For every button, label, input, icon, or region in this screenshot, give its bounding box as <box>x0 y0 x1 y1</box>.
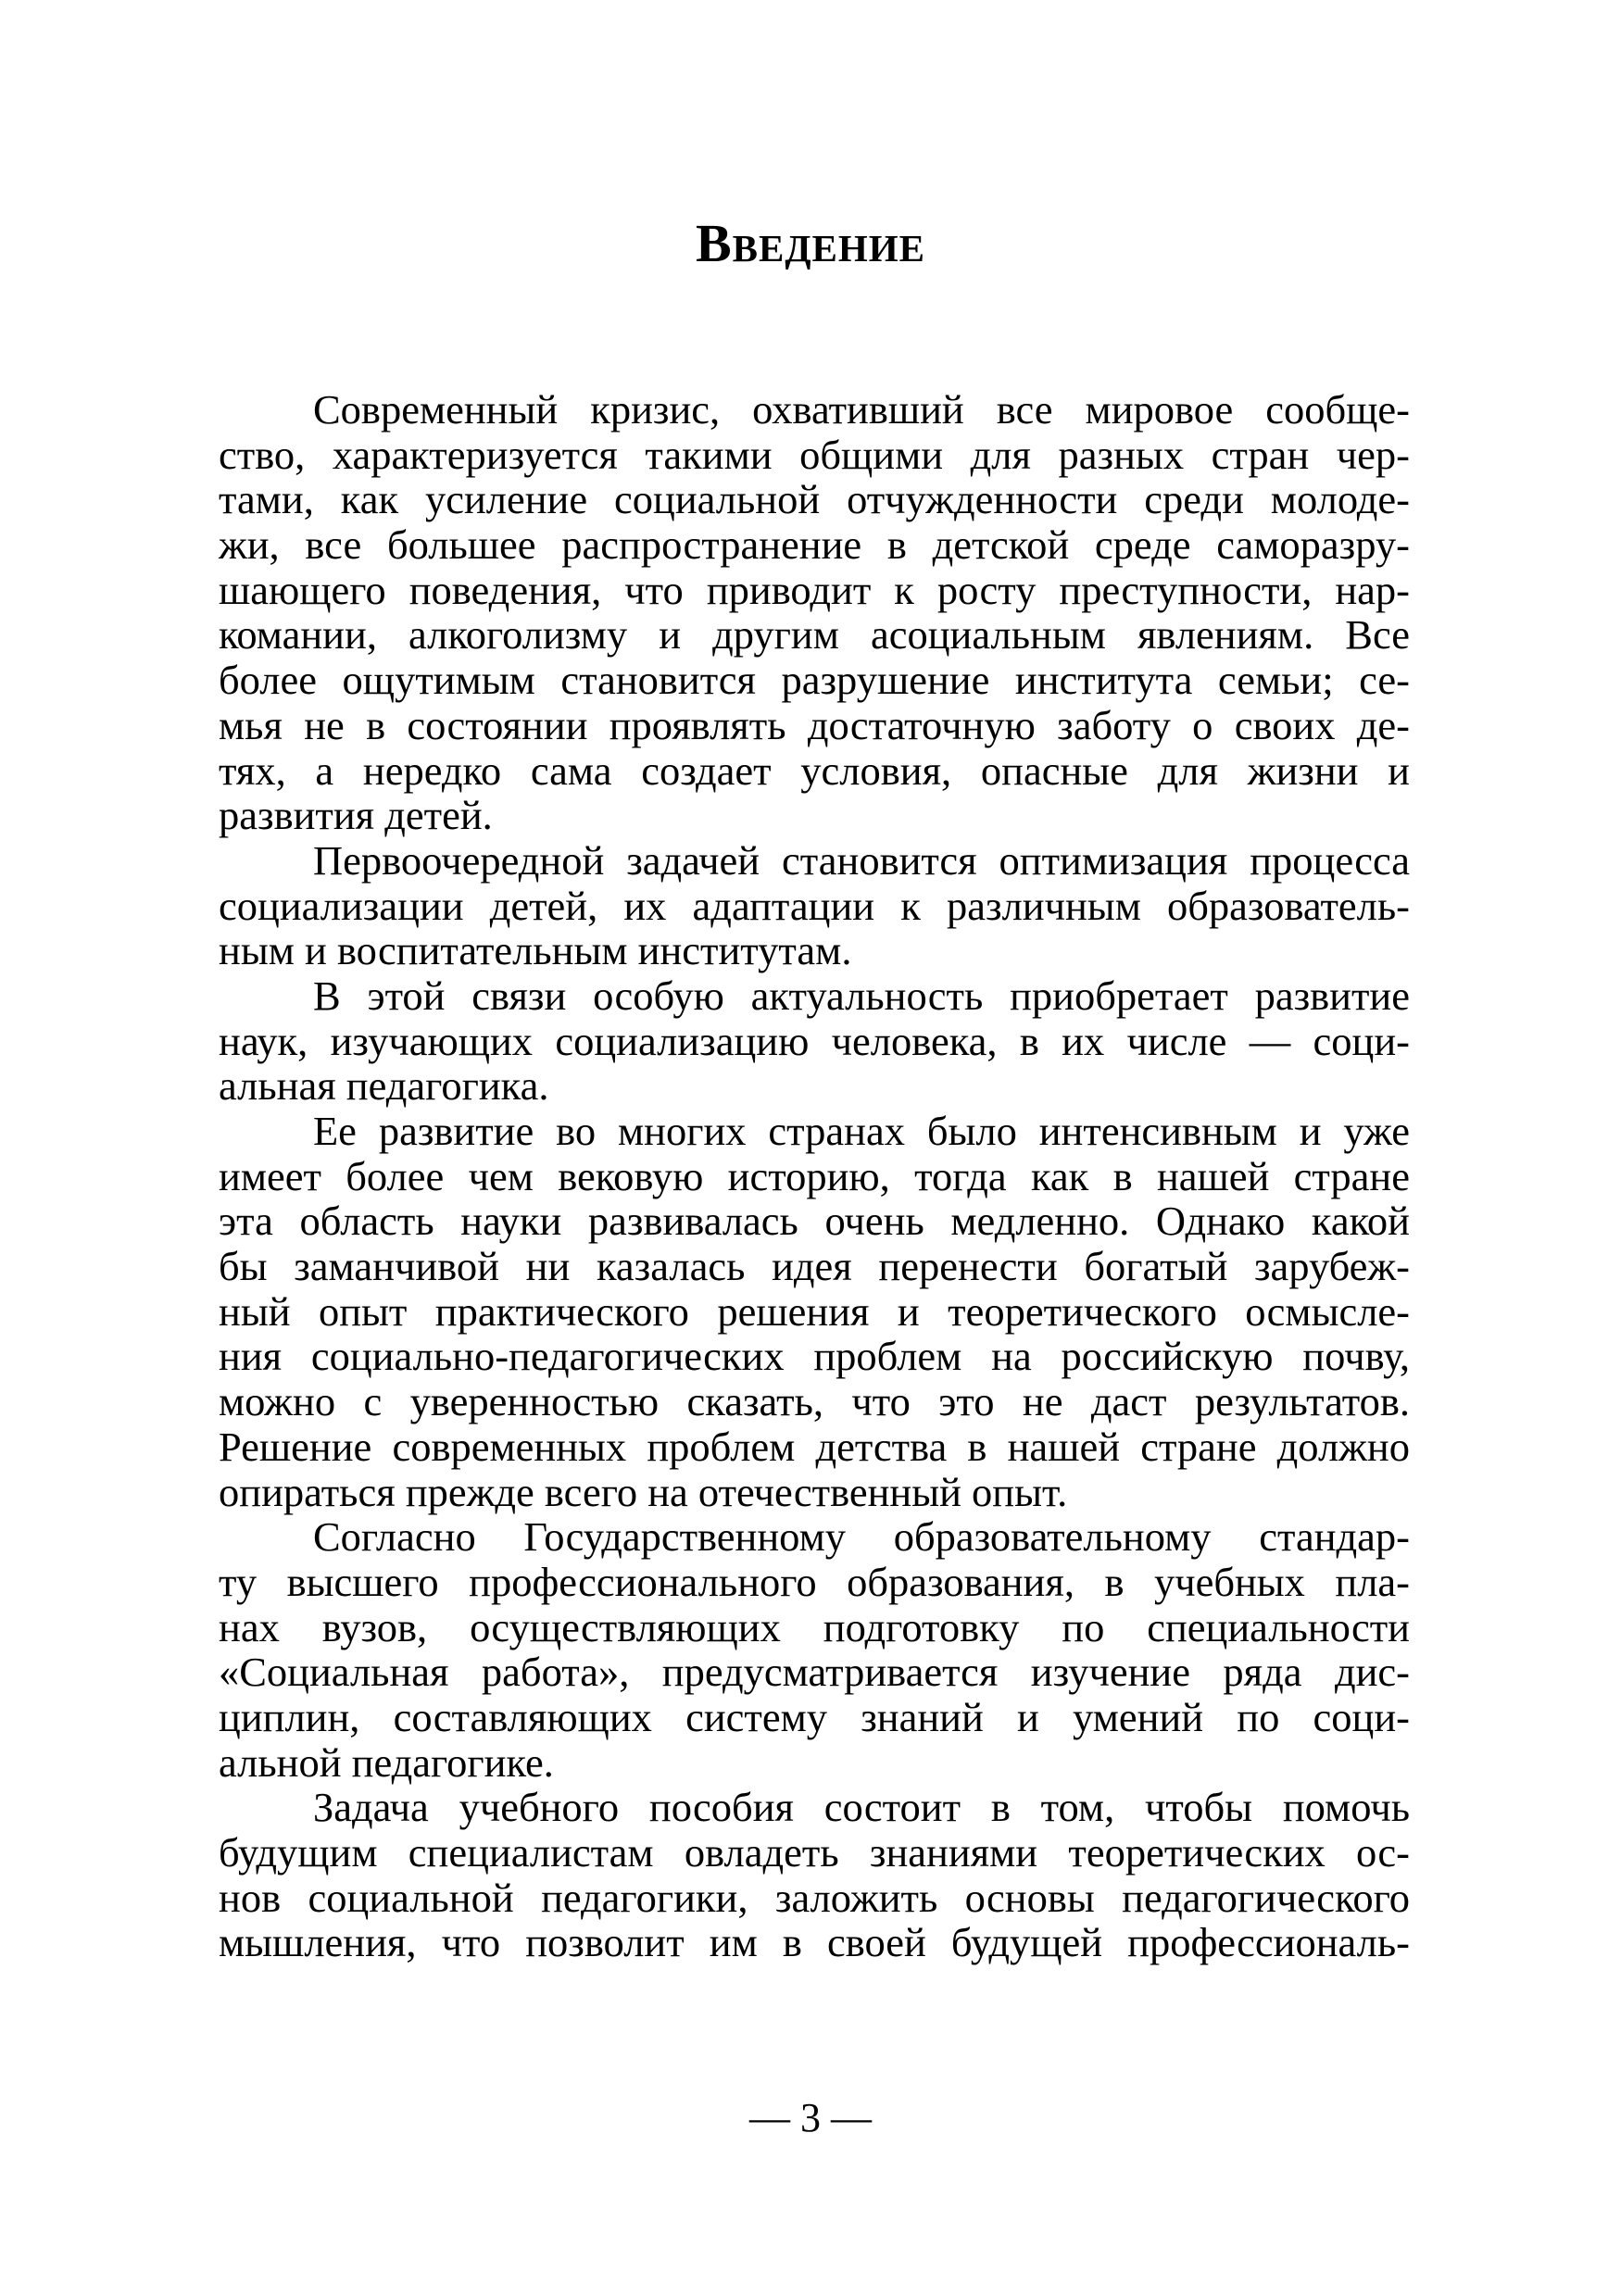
paragraph-1-line: Современный кризис, охвативший все мировое сообще- <box>313 386 1410 433</box>
paragraph-1-line: шающего поведения, что приводит к росту преступности, нар- <box>219 566 1410 613</box>
paragraph-6-line: нов социальной педагогики, заложить основы педагогического <box>219 1874 1410 1921</box>
paragraph-4-line: ный опыт практического решения и теоретического осмысле- <box>219 1287 1410 1335</box>
paragraph-4-line: опираться прежде всего на отечественный опыт. <box>219 1468 1068 1515</box>
paragraph-5-line: циплин, составляющих систему знаний и умений по соци- <box>219 1693 1410 1740</box>
paragraph-6-line: мышления, что позволит им в своей будущей профессиональ- <box>219 1919 1410 1966</box>
paragraph-4-line: ния социально-педагогических проблем на российскую почву, <box>219 1333 1410 1380</box>
paragraph-1-line: развития детей. <box>219 792 493 839</box>
paragraph-4-line: Ее развитие во многих странах было интенсивным и уже <box>313 1108 1410 1154</box>
paragraph-1-line: тях, а нередко сама создает условия, опасные для жизни и <box>219 747 1410 794</box>
page-number: — 3 — <box>749 2095 872 2140</box>
paragraph-2-line: ным и воспитательным институтам. <box>219 927 852 974</box>
paragraph-1-line: более ощутимым становится разрушение института семьи; се- <box>219 657 1410 704</box>
paragraph-5-line: альной педагогике. <box>219 1738 554 1786</box>
paragraph-1-line: тами, как усиление социальной отчужденности среди молоде- <box>219 476 1410 523</box>
paragraph-2-line: социализации детей, их адаптации к различным образователь- <box>219 882 1410 929</box>
paragraph-3-line: В этой связи особую актуальность приобретает развитие <box>313 972 1410 1019</box>
paragraph-6-line: будущим специалистам овладеть знаниями теоретических ос- <box>219 1829 1410 1876</box>
paragraph-4-line: можно с уверенностью сказать, что это не даст результатов. <box>219 1378 1410 1425</box>
chapter-title: Введение <box>695 213 926 273</box>
paragraph-3-line: наук, изучающих социализацию человека, в их числе — соци- <box>219 1017 1410 1064</box>
paragraph-5-line: «Социальная работа», предусматривается изучение ряда дис- <box>219 1649 1410 1696</box>
paragraph-2-line: Первоочередной задачей становится оптимизация процесса <box>313 836 1410 884</box>
paragraph-5-line: Согласно Государственному образовательному стандар- <box>313 1513 1410 1561</box>
paragraph-5-line: нах вузов, осуществляющих подготовку по специальности <box>219 1603 1410 1650</box>
paragraph-5-line: ту высшего профессионального образования, в учебных пла- <box>219 1558 1410 1605</box>
body-text <box>219 387 1410 1965</box>
paragraph-6-line: Задача учебного пособия состоит в том, чтобы помочь <box>313 1784 1410 1831</box>
paragraph-4-line: Решение современных проблем детства в нашей стране должно <box>219 1423 1410 1470</box>
paragraph-1-line: ство, характеризуется такими общими для разных стран чер- <box>219 431 1410 478</box>
paragraph-4-line: эта область науки развивалась очень медленно. Однако какой <box>219 1198 1410 1245</box>
paragraph-4-line: бы заманчивой ни казалась идея перенести богатый зарубеж- <box>219 1243 1410 1290</box>
paragraph-1-line: комании, алкоголизму и другим асоциальным явлениям. Все <box>219 611 1410 659</box>
paragraph-4-line: имеет более чем вековую историю, тогда как в нашей стране <box>219 1152 1410 1199</box>
paragraph-1-line: мья не в состоянии проявлять достаточную заботу о своих де- <box>219 701 1410 748</box>
paragraph-1-line: жи, все большее распространение в детской среде саморазру- <box>219 521 1410 569</box>
paragraph-3-line: альная педагогика. <box>219 1062 549 1110</box>
